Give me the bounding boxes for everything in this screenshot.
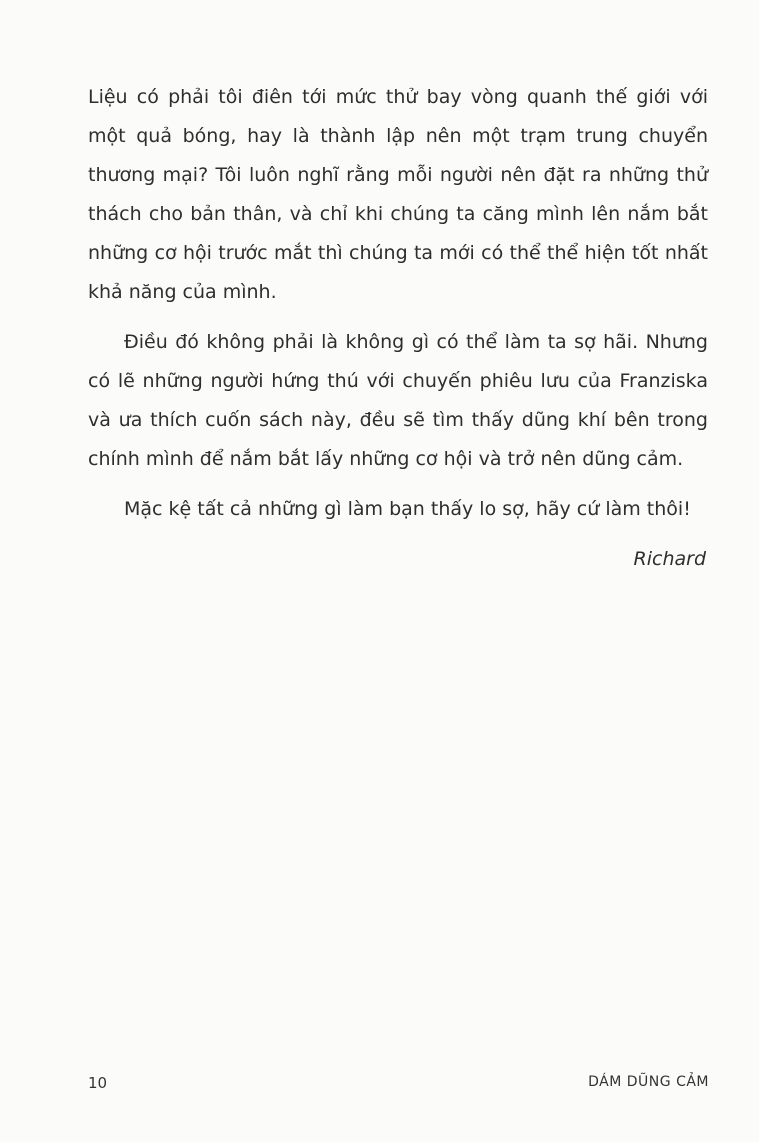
paragraph-2: Điều đó không phải là không gì có thể làm ta sợ hãi. Nhưng có lẽ những người hứng thú với chuyến phiêu lưu của Franziska và ưa thích cuốn sách này, đều sẽ tìm thấy dũng khí bên trong chính mình để nắm bắt lấy những cơ hội và trở nên dũng cảm. <box>88 331 708 470</box>
page-number: 10 <box>88 1074 108 1092</box>
paragraph-3: Mặc kệ tất cả những gì làm bạn thấy lo sợ, hãy cứ làm thôi! <box>124 498 691 520</box>
running-footer-title: DÁM DŨNG CẢM <box>588 1074 709 1090</box>
signature: Richard <box>633 548 706 570</box>
body-text <box>88 78 708 579</box>
paragraph-1: Liệu có phải tôi điên tới mức thử bay vòng quanh thế giới với một quả bóng, hay là thành lập nên một trạm trung chuyển thương mại? Tôi luôn nghĩ rằng mỗi người nên đặt ra những thử thách cho bản thân, và chỉ khi chúng ta căng mình lên nắm bắt những cơ hội trước mắt thì chúng ta mới có thể thể hiện tốt nhất khả năng của mình. <box>88 86 708 303</box>
